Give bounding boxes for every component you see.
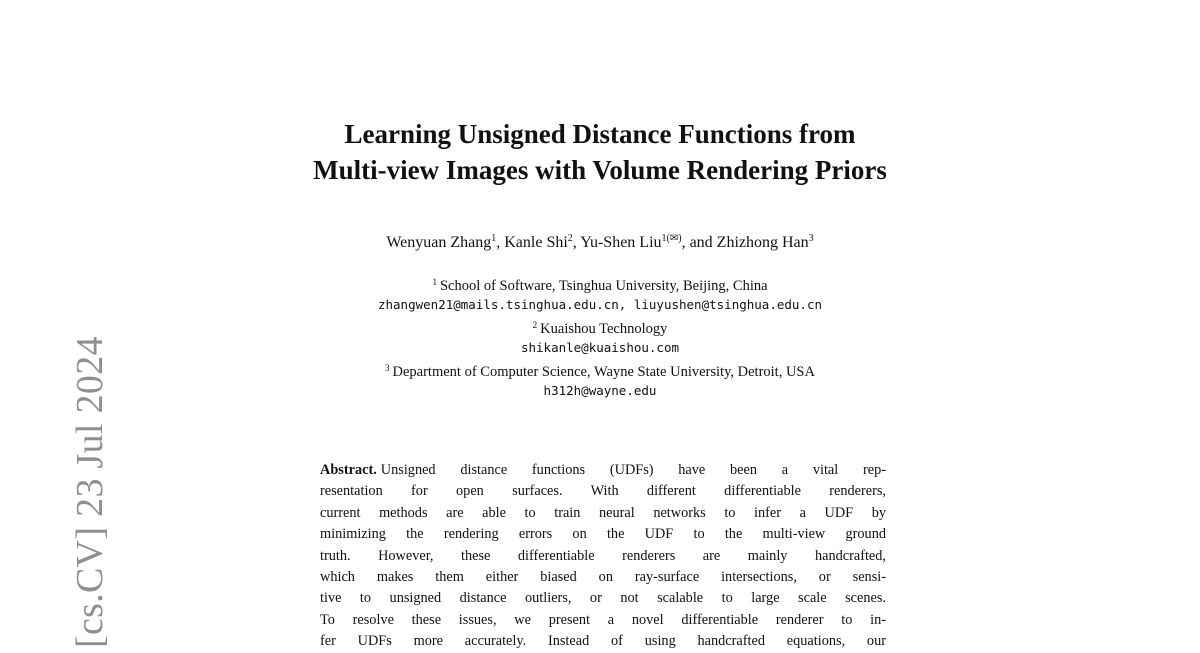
affiliation-number: 3 (385, 363, 390, 373)
affiliation-3-email: h312h@wayne.edu (543, 382, 657, 398)
affiliation-text: School of Software, Tsinghua University, Beijing, China (439, 278, 768, 294)
abstract-line: To resolve these issues, we present a novel differentiable renderer to in- (320, 611, 886, 628)
affiliation-text: Kuaishou Technology (540, 321, 668, 337)
affiliation-1-email: zhangwen21@mails.tsinghua.edu.cn, liuyushen@tsinghua.edu.cn (377, 296, 822, 312)
affiliation-2 (0, 315, 1200, 337)
author-list (0, 229, 1200, 253)
abstract-line: fer UDFs more accurately. Instead of using handcrafted equations, our (320, 633, 886, 650)
author-affiliation-mark: 3 (808, 233, 814, 244)
paper-title (0, 116, 1200, 188)
abstract-line (320, 460, 886, 481)
abstract-label: Abstract. (320, 462, 377, 478)
abstract-line: truth. However, these differentiable renderers are mainly handcrafted, (320, 547, 886, 564)
affiliation-number: 2 (532, 320, 538, 330)
affiliation-number: 1 (432, 277, 437, 287)
affiliation-2-email: shikanle@kuaishou.com (520, 339, 680, 355)
author-name: Yu-Shen Liu (580, 234, 662, 251)
affiliation-3 (0, 358, 1200, 380)
abstract-line-text: Unsigned distance functions (UDFs) have been a vital rep- (380, 462, 886, 478)
author-separator: , (496, 234, 505, 251)
affiliations (0, 272, 1200, 401)
affiliation-text: Department of Computer Science, Wayne State University, Detroit, USA (392, 364, 815, 380)
affiliation-1 (0, 272, 1200, 294)
abstract-line: which makes them either biased on ray-surface intersections, or sensi- (320, 568, 886, 585)
author-name: Zhizhong Han (716, 234, 809, 251)
title-line-1: Learning Unsigned Distance Functions from (344, 119, 856, 149)
author-separator: , and (681, 234, 717, 251)
author-separator: , (572, 234, 581, 251)
author-name: Wenyuan Zhang (386, 234, 492, 251)
abstract-line: current methods are able to train neural networks to infer a UDF by (320, 504, 886, 521)
arxiv-stamp-text: [cs.CV] 23 Jul 2024 (69, 336, 111, 648)
author-affiliation-mark: 2 (567, 233, 573, 244)
author-name: Kanle Shi (504, 234, 568, 251)
abstract-line: minimizing the rendering errors on the UDF to the multi-view ground (320, 526, 886, 543)
author-affiliation-mark: 1(✉) (661, 233, 682, 244)
title-line-2: Multi-view Images with Volume Rendering Priors (313, 155, 887, 185)
abstract (320, 460, 886, 653)
abstract-line: tive to unsigned distance outliers, or not scalable to large scale scenes. (320, 590, 886, 607)
abstract-line: resentation for open surfaces. With different differentiable renderers, (320, 483, 886, 500)
author-affiliation-mark: 1 (491, 233, 497, 244)
